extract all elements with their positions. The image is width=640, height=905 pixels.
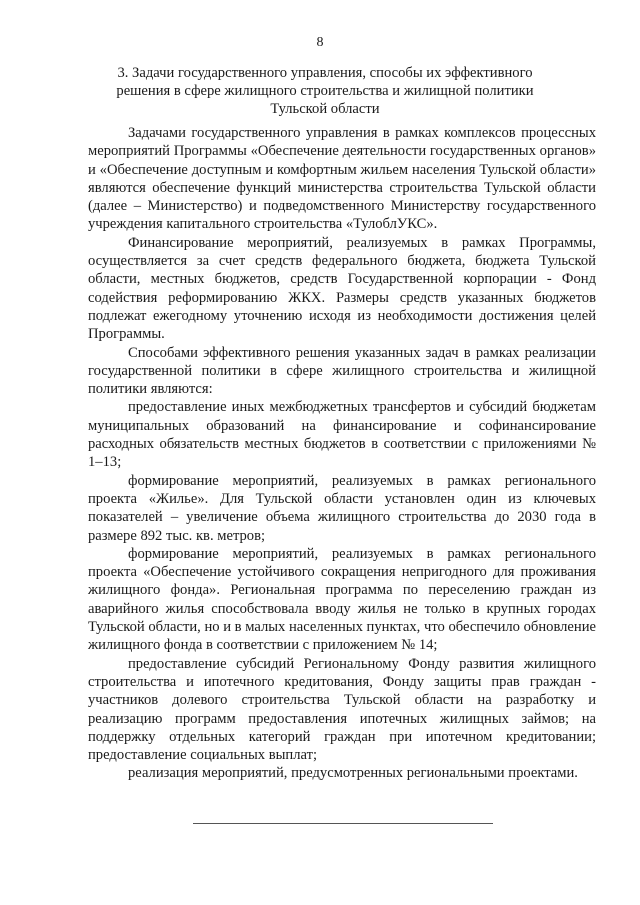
- paragraph-regional-projects: реализация мероприятий, предусмотренных региональными проектами.: [128, 765, 578, 782]
- section-heading-line-2: решения в сфере жилищного строительства и жилищной политики: [116, 83, 534, 99]
- paragraph-housing-project: формирование мероприятий, реализуемых в рамках регионального проекта «Жилье». Для Тульской области установлен один из ключевых показателей – увеличение объема жилищного строительства до 2030 года в размере 892 тыс. кв. метров;: [88, 472, 596, 544]
- paragraph-subsidies: предоставление субсидий Региональному Фонду развития жилищного строительства и ипотечного кредитования, Фонду защиты прав граждан - участников долевого строительства Тульской области на разработку и реализацию программ предоставления ипотечных жилищных займов; на поддержку отдельных категорий граждан при ипотечном кредитовании; предоставление социальных выплат;: [88, 655, 596, 764]
- page-number: 8: [316, 35, 324, 50]
- section-heading-line-1: 3. Задачи государственного управления, способы их эффективного: [117, 65, 533, 81]
- paragraph-resettlement-project: формирование мероприятий, реализуемых в рамках регионального проекта «Обеспечение устойчивого сокращения непригодного для проживания жилищного фонда». Региональная программа по переселению граждан из аварийного жилья способствовала вводу жилья не только в крупных городах Тульской области, но и в малых населенных пунктах, что обеспечило обновление жилищного фонда в соответствии с приложением № 14;: [88, 545, 596, 654]
- section-heading-line-3: Тульской области: [270, 101, 380, 117]
- paragraph-financing: Финансирование мероприятий, реализуемых в рамках Программы, осуществляется за счет средств федерального бюджета, бюджета Тульской области, местных бюджетов, средств Государственной корпорации - Фонд содействия реформированию ЖКХ. Размеры средств указанных бюджетов подлежат ежегодному уточнению исходя из необходимости достижения целей Программы.: [88, 234, 596, 343]
- body-text: [88, 124, 596, 783]
- paragraph-transfers: предоставление иных межбюджетных трансфертов и субсидий бюджетам муниципальных образований на финансирование и софинансирование расходных обязательств местных бюджетов в соответствии с приложениями № 1–13;: [88, 399, 596, 471]
- paragraph-tasks: Задачами государственного управления в рамках комплексов процессных мероприятий Программы «Обеспечение деятельности государственных органов» и «Обеспечение доступным и комфортным жильем населения Тульской области» являются обеспечение функций министерства строительства Тульской области (далее – Министерство) и подведомственного Министерству государственного учреждения капитального строительства «ТулоблУКС».: [88, 125, 596, 233]
- section-heading: [90, 64, 560, 118]
- bottom-separator-line: [193, 823, 493, 824]
- paragraph-methods-intro: Способами эффективного решения указанных задач в рамках реализации государственной политики в сфере жилищного строительства и жилищной политики являются:: [88, 344, 596, 398]
